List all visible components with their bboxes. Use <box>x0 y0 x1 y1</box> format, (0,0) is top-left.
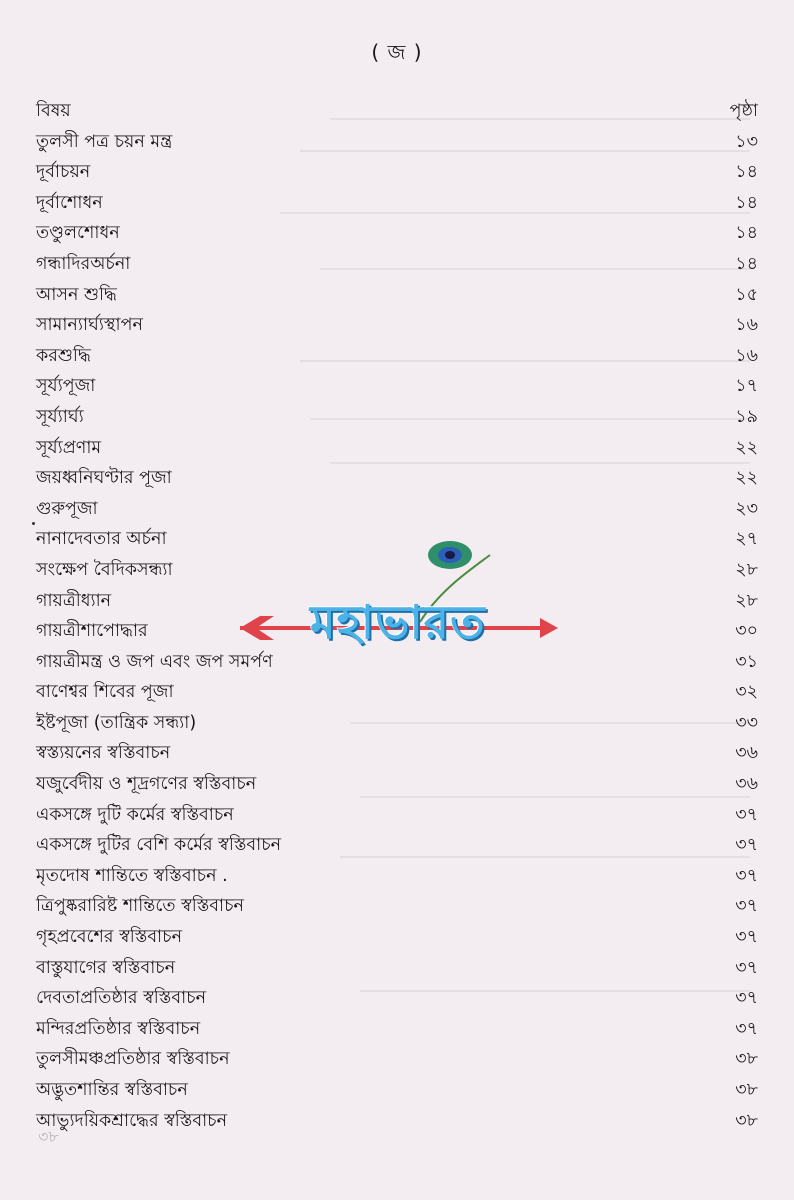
toc-entry-title: আসন শুদ্ধি <box>36 284 117 305</box>
toc-entry-page: ৩৭ <box>735 896 758 917</box>
watermark-text: মহাভারত <box>310 595 486 649</box>
toc-entry-page: ২৩ <box>735 498 758 519</box>
toc-entry-page: ৩৮ <box>735 1110 758 1131</box>
toc-entry-page: ২২ <box>735 437 758 458</box>
toc-entry-title: ইষ্টপূজা (তান্ত্রিক সন্ধ্যা) <box>36 712 197 733</box>
toc-entry-page: ২৮ <box>735 590 758 611</box>
toc-entry-title: গায়ত্রীধ্যান <box>36 590 112 611</box>
toc-entry <box>36 830 758 861</box>
toc-entry-title: অদ্ভুতশান্তির স্বস্তিবাচন <box>36 1080 188 1100</box>
toc-entry-title: বাস্তুযাগের স্বস্তিবাচন <box>36 957 176 978</box>
toc-entry-title: মন্দিরপ্রতিষ্ঠার স্বস্তিবাচন <box>36 1018 201 1039</box>
toc-entry <box>36 708 758 739</box>
toc-entry-title: সূর্য্যপ্রণাম <box>36 437 102 458</box>
toc-entry-title: তণ্ডুলশোধন <box>36 223 120 244</box>
toc-entry <box>36 1044 758 1075</box>
subject-heading: বিষয় <box>36 101 71 121</box>
toc-entry <box>36 463 758 494</box>
toc-entry-page: ১৯ <box>735 406 758 427</box>
toc-entry-title: সংক্ষেপ বৈদিকসন্ধ্যা <box>36 559 173 580</box>
toc-entry <box>36 891 758 922</box>
toc-entry-title: মৃতদোষ শান্তিতে স্বস্তিবাচন . <box>36 865 228 886</box>
toc-entry-title: দূর্বাশোধন <box>36 192 103 213</box>
toc-entry <box>36 953 758 984</box>
toc-entry-page: ১৪ <box>735 192 758 213</box>
toc-entry-title: আভ্যুদয়িকশ্রাদ্ধের স্বস্তিবাচন <box>36 1110 228 1131</box>
toc-entry-page: ৩৭ <box>735 957 758 978</box>
toc-entry-title: নানাদেবতার অর্চনা <box>36 529 167 550</box>
toc-entry-title: স্বস্ত্যয়নের স্বস্তিবাচন <box>36 743 171 764</box>
toc-entry <box>36 249 758 280</box>
toc-entry <box>36 371 758 402</box>
toc-entry-title: গায়ত্রীশাপোদ্ধার <box>36 621 148 642</box>
toc-entry-title: গুরুপূজা <box>36 498 98 519</box>
toc-entry <box>36 188 758 219</box>
stray-mark <box>32 522 35 525</box>
toc-header <box>36 96 758 127</box>
toc-entry <box>36 1106 758 1137</box>
toc-entry-page: ২৮ <box>735 559 758 580</box>
footer-mark: ৩৮ <box>38 1127 59 1146</box>
toc-entry-page: ৩৭ <box>735 835 758 856</box>
toc-entry-title: গৃহপ্রবেশের স্বস্তিবাচন <box>36 927 183 948</box>
toc-entry-page: ২৭ <box>735 529 758 550</box>
toc-entry-title: তুলসী পত্র চয়ন মন্ত্র <box>36 131 173 152</box>
toc-entry <box>36 127 758 158</box>
toc-entry-title: সামান্যার্ঘ্যস্থাপন <box>36 315 143 336</box>
toc-entry-title: দেবতাপ্রতিষ্ঠার স্বস্তিবাচন <box>36 988 207 1009</box>
toc-entry-page: ১৬ <box>735 315 758 336</box>
toc-entry <box>36 1014 758 1045</box>
toc-entry-page: ৩৮ <box>735 1049 758 1070</box>
toc-entry <box>36 800 758 831</box>
toc-entry-page: ১৭ <box>735 376 758 397</box>
toc-entry-title: একসঙ্গে দুটি কর্মের স্বস্তিবাচন <box>36 804 234 825</box>
toc-entry-page: ১৪ <box>735 223 758 244</box>
toc-entry-title: বাণেশ্বর শিবের পূজা <box>36 682 174 703</box>
toc-entry-title: তুলসীমঞ্চপ্রতিষ্ঠার স্বস্তিবাচন <box>36 1049 230 1070</box>
toc-entry <box>36 677 758 708</box>
toc-entry-title: দূর্বাচয়ন <box>36 162 91 183</box>
toc-entry-title: করশুদ্ধি <box>36 345 91 366</box>
toc-entry-page: ৩৭ <box>735 1018 758 1039</box>
toc-entry-title: গন্ধাদিরঅর্চনা <box>36 253 131 274</box>
toc-entry-page: ৩৭ <box>735 865 758 886</box>
toc-entry <box>36 1075 758 1106</box>
toc-entry <box>36 157 758 188</box>
toc-entry <box>36 310 758 341</box>
toc-entry <box>36 494 758 525</box>
toc-entry-page: ৩৭ <box>735 804 758 825</box>
toc-entry-page: ৩৩ <box>735 712 758 733</box>
toc-entry <box>36 861 758 892</box>
toc-entry <box>36 402 758 433</box>
toc-entry <box>36 433 758 464</box>
toc-entry-page: ১৪ <box>735 253 758 274</box>
toc-entry-page: ১৪ <box>735 162 758 183</box>
watermark-logo <box>240 530 560 680</box>
toc-entry-page: ৩৭ <box>735 927 758 948</box>
toc-entry-page: ১৬ <box>735 345 758 366</box>
toc-entry <box>36 280 758 311</box>
toc-entry-title: ত্রিপুষ্করারিষ্ট শান্তিতে স্বস্তিবাচন <box>36 896 244 917</box>
toc-entry-page: ৩২ <box>735 682 758 703</box>
toc-entry-page: ৩৬ <box>735 774 758 795</box>
toc-entry-title: একসঙ্গে দুটির বেশি কর্মের স্বস্তিবাচন <box>36 835 282 856</box>
toc-entry-page: ২২ <box>735 468 758 489</box>
toc-entry-title: যজুর্বেদীয় ও শূদ্রগণের স্বস্তিবাচন <box>36 774 257 795</box>
toc-entry-page: ৩০ <box>735 621 758 642</box>
toc-entry-page: ৩৮ <box>735 1080 758 1100</box>
toc-entry-page: ৩৭ <box>735 988 758 1009</box>
toc-entry-page: ৩৬ <box>735 743 758 764</box>
toc-entry <box>36 341 758 372</box>
toc-entry <box>36 769 758 800</box>
toc-entry <box>36 922 758 953</box>
toc-entry-title: গায়ত্রীমন্ত্র ও জপ এবং জপ সমর্পণ <box>36 651 273 672</box>
toc-entry-page: ১৫ <box>735 284 758 305</box>
toc-entry <box>36 218 758 249</box>
page-number: ( জ ) <box>371 40 423 64</box>
toc-entry <box>36 738 758 769</box>
page-heading: পৃষ্ঠা <box>729 101 758 121</box>
toc-entry-title: জয়ধ্বনিঘণ্টার পূজা <box>36 468 172 489</box>
toc-entry <box>36 983 758 1014</box>
toc-entry-page: ১৩ <box>735 131 758 152</box>
toc-entry-title: সূর্য্যার্ঘ্য <box>36 406 84 427</box>
toc-entry-title: সূর্য্যপূজা <box>36 376 96 397</box>
toc-entry-page: ৩১ <box>735 651 758 672</box>
